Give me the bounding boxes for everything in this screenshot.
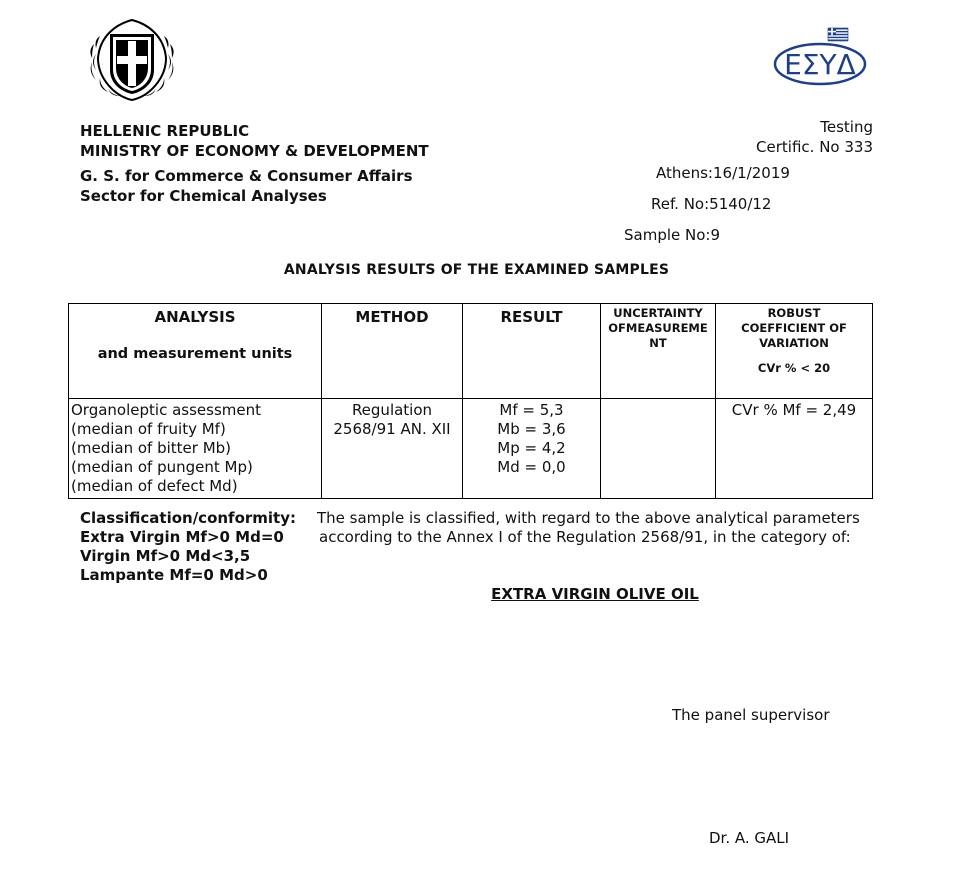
hellenic-republic-emblem-icon bbox=[86, 14, 178, 106]
header-method: METHOD bbox=[322, 304, 463, 399]
certification-info: Testing Certific. No 333 bbox=[756, 118, 873, 156]
esyd-accreditation-logo-icon bbox=[770, 26, 870, 90]
results-table bbox=[68, 303, 873, 499]
table-row bbox=[69, 399, 873, 499]
classification-category: EXTRA VIRGIN OLIVE OIL bbox=[491, 585, 699, 603]
cell-robust-cv: CVr % Mf = 2,49 bbox=[716, 399, 873, 499]
signatory-role: The panel supervisor bbox=[672, 706, 830, 724]
department-heading: G. S. for Commerce & Consumer Affairs Sector for Chemical Analyses bbox=[80, 167, 413, 205]
cell-analysis: Organoleptic assessment (median of fruity Mf) (median of bitter Mb) (median of pungent Mp) (median of defect Md) bbox=[69, 399, 322, 499]
document-title: ANALYSIS RESULTS OF THE EXAMINED SAMPLES bbox=[283, 262, 670, 278]
svg-text:ΕΣΥΔ: ΕΣΥΔ bbox=[784, 48, 856, 81]
classification-statement: The sample is classified, with regard to the above analytical parameters according to the Annex I of the Regulation 2568/91, in the category of: bbox=[317, 509, 860, 546]
table-header-row bbox=[69, 304, 873, 399]
document-date: Athens:16/1/2019 bbox=[656, 164, 790, 182]
header-analysis: ANALYSIS and measurement units bbox=[69, 304, 322, 399]
header-uncertainty: UNCERTAINTY OFMEASUREME NT bbox=[601, 304, 716, 399]
sample-number: Sample No:9 bbox=[624, 226, 721, 244]
classification-criteria: Classification/conformity: Extra Virgin Mf>0 Md=0 Virgin Mf>0 Md<3,5 Lampante Mf=0 Md>0 bbox=[80, 509, 296, 584]
cell-method: Regulation 2568/91 AN. XII bbox=[322, 399, 463, 499]
signatory-name: Dr. A. GALI bbox=[709, 829, 790, 847]
cell-result: Mf = 5,3 Mb = 3,6 Mp = 4,2 Md = 0,0 bbox=[463, 399, 601, 499]
header-robust-cv: ROBUST COEFFICIENT OF VARIATION CVr % < 20 bbox=[716, 304, 873, 399]
header-result: RESULT bbox=[463, 304, 601, 399]
cell-uncertainty bbox=[601, 399, 716, 499]
ministry-heading: HELLENIC REPUBLIC MINISTRY OF ECONOMY & DEVELOPMENT bbox=[80, 122, 429, 160]
reference-number: Ref. No:5140/12 bbox=[651, 195, 772, 213]
